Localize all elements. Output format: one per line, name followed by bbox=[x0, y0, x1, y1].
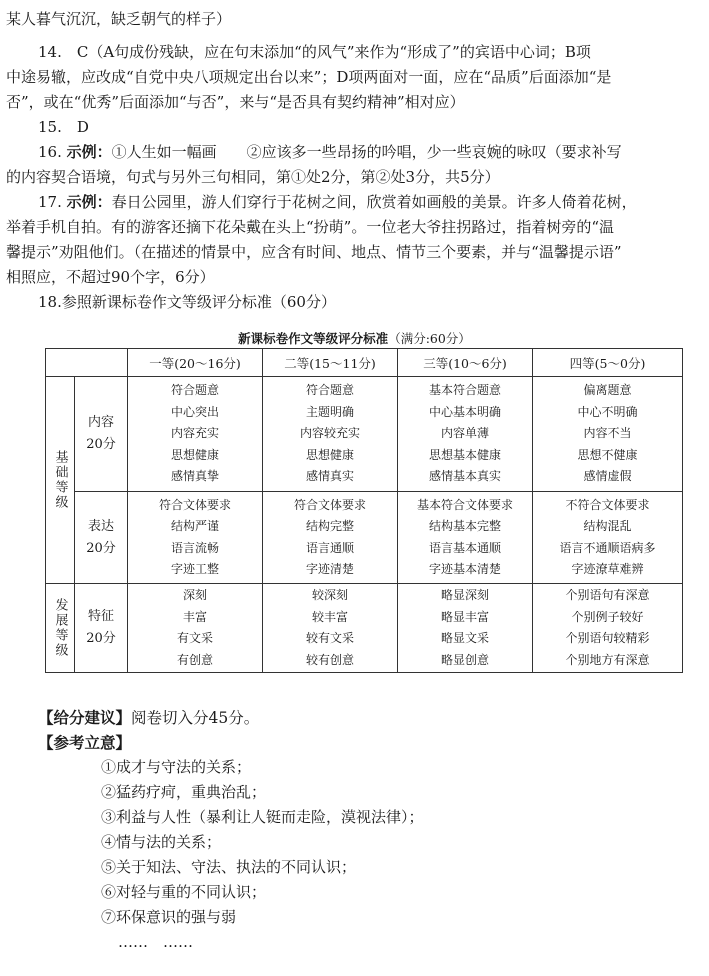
criterion: 符合题意 bbox=[170, 383, 219, 398]
cell-expression-grade-2 bbox=[263, 492, 398, 584]
answer-17-number: 17. bbox=[38, 193, 62, 211]
answer-18: 18.参照新课标卷作文等级评分标准（60分） bbox=[38, 293, 336, 311]
category-feature-score: 20分 bbox=[86, 631, 116, 646]
criterion: 略显丰富 bbox=[440, 609, 489, 624]
criterion: 字迹清楚 bbox=[305, 562, 354, 576]
answer-16-text: ①人生如一幅画 ②应该多一些昂扬的吟唱，少一些哀婉的咏叹（要求补写 bbox=[111, 143, 622, 161]
criterion: 字迹潦草难辨 bbox=[571, 562, 644, 576]
criterion: 思想健康 bbox=[305, 447, 354, 462]
category-expression-score: 20分 bbox=[86, 540, 116, 556]
list-item: ⑥对轻与重的不同认识； bbox=[101, 883, 267, 901]
category-content-name: 内容 bbox=[87, 415, 114, 430]
group-basic-label: 基础等级 bbox=[52, 450, 68, 510]
criterion: 感情基本真实 bbox=[428, 469, 501, 484]
criterion: 不符合文体要求 bbox=[565, 497, 650, 512]
answer-16-line-2: 的内容契合语境，句式与另外三句相同，第①处2分，第②处3分，共5分） bbox=[6, 168, 500, 186]
table-row-expression bbox=[46, 492, 683, 584]
criterion: 语言基本通顺 bbox=[428, 540, 501, 555]
criterion: 符合题意 bbox=[305, 383, 354, 398]
list-item-ellipsis: …… …… bbox=[118, 933, 194, 951]
criterion: 语言不通顺语病多 bbox=[559, 540, 656, 555]
criterion: 符合文体要求 bbox=[293, 497, 366, 512]
answer-17-line-3: 馨提示”劝阻他们。（在描述的情景中，应含有时间、地点、情节三个要素，并与“温馨提示语” bbox=[6, 243, 622, 261]
criterion: 有文采 bbox=[176, 631, 213, 645]
group-development bbox=[46, 584, 75, 673]
criterion: 较有创意 bbox=[305, 652, 354, 667]
criterion: 思想健康 bbox=[170, 447, 219, 462]
category-content-score: 20分 bbox=[86, 437, 116, 452]
cell-feature-grade-4 bbox=[533, 584, 683, 673]
criterion: 偏离题意 bbox=[583, 383, 632, 398]
criterion: 主题明确 bbox=[305, 404, 354, 419]
criterion: 深刻 bbox=[182, 588, 207, 602]
category-feature-name: 特征 bbox=[87, 609, 114, 624]
criterion: 感情真实 bbox=[305, 469, 354, 484]
answer-16-line-1 bbox=[38, 141, 622, 163]
criterion: 内容单薄 bbox=[440, 426, 489, 441]
list-item: ①成才与守法的关系； bbox=[101, 758, 252, 776]
answer-14-line-3: 否”，或在“优秀”后面添加“与否”，来与“是否具有契约精神”相对应） bbox=[6, 93, 465, 111]
criterion: 内容较充实 bbox=[299, 426, 360, 441]
cell-content-grade-4 bbox=[533, 377, 683, 492]
answer-14-line-1: 14. C（A句成份残缺，应在句末添加“的风气”来作为“形成了”的宾语中心词；B项 bbox=[38, 43, 591, 61]
criterion: 较丰富 bbox=[311, 609, 348, 624]
category-expression-name: 表达 bbox=[87, 518, 114, 534]
cell-feature-grade-3 bbox=[398, 584, 533, 673]
table-title-main: 新课标卷作文等级评分标准 bbox=[238, 331, 389, 346]
criterion: 略显深刻 bbox=[440, 588, 489, 602]
cell-content-grade-1 bbox=[128, 377, 263, 492]
list-item: ⑦环保意识的强与弱 bbox=[101, 908, 237, 926]
cell-content-grade-2 bbox=[263, 377, 398, 492]
criterion: 内容充实 bbox=[170, 426, 219, 441]
cell-content-grade-3 bbox=[398, 377, 533, 492]
criterion: 结构基本完整 bbox=[428, 519, 501, 533]
answer-17-line-1 bbox=[38, 191, 637, 213]
header-corner bbox=[46, 349, 128, 377]
answer-15: 15. D bbox=[38, 118, 89, 136]
answer-17-line-4: 相照应，不超过90个字，6分） bbox=[6, 268, 215, 286]
criterion: 结构完整 bbox=[305, 519, 354, 533]
reference-heading: 【参考立意】 bbox=[38, 733, 132, 752]
header-grade-3: 三等(10～6分) bbox=[398, 349, 533, 377]
grading-table bbox=[45, 348, 683, 673]
cell-expression-grade-3 bbox=[398, 492, 533, 584]
list-item: ④情与法的关系； bbox=[101, 833, 222, 851]
answer-16-number: 16. bbox=[38, 143, 62, 161]
criterion: 个别语句有深意 bbox=[565, 588, 650, 602]
criterion: 中心基本明确 bbox=[428, 404, 501, 419]
scoring-advice-text: 阅卷切入分45分。 bbox=[131, 709, 260, 727]
list-item: ③利益与人性（暴利让人铤而走险，漠视法律）； bbox=[101, 808, 424, 826]
answer-17-text: 春日公园里，游人们穿行于花树之间，欣赏着如画般的美景。许多人倚着花树， bbox=[111, 193, 637, 211]
header-grade-1: 一等(20～16分) bbox=[128, 349, 263, 377]
criterion: 内容不当 bbox=[583, 426, 632, 441]
criterion: 语言流畅 bbox=[170, 540, 219, 555]
cell-feature-grade-1 bbox=[128, 584, 263, 673]
criterion: 字迹工整 bbox=[170, 562, 219, 576]
header-grade-4: 四等(5～0分) bbox=[533, 349, 683, 377]
group-development-label: 发展等级 bbox=[52, 598, 68, 658]
text-line-1: 某人暮气沉沉，缺乏朝气的样子） bbox=[6, 10, 232, 28]
criterion: 略显创意 bbox=[440, 652, 489, 667]
criterion: 中心不明确 bbox=[577, 404, 638, 419]
table-header-row bbox=[46, 349, 683, 377]
criterion: 有创意 bbox=[176, 652, 213, 667]
answer-17-line-2: 举着手机自拍。有的游客还摘下花朵戴在头上“扮萌”。一位老大爷拄拐路过，指着树旁的“温 bbox=[6, 218, 615, 236]
list-item: ⑤关于知法、守法、执法的不同认识； bbox=[101, 858, 357, 876]
cell-expression-grade-4 bbox=[533, 492, 683, 584]
cell-expression-grade-1 bbox=[128, 492, 263, 584]
list-item: ②猛药疗疴，重典治乱； bbox=[101, 783, 267, 801]
criterion: 略显文采 bbox=[440, 631, 489, 645]
table-row-feature bbox=[46, 584, 683, 673]
table-row-content bbox=[46, 377, 683, 492]
answer-14-line-2: 中途易辙，应改成“自党中央八项规定出台以来”；D项两面对一面，应在“品质”后面添加“是 bbox=[6, 68, 612, 86]
answer-17-label: 示例： bbox=[66, 193, 112, 211]
criterion: 符合文体要求 bbox=[158, 497, 231, 512]
criterion: 个别地方有深意 bbox=[565, 652, 650, 667]
criterion: 较有文采 bbox=[305, 631, 354, 645]
header-grade-2: 二等(15～11分) bbox=[263, 349, 398, 377]
criterion: 较深刻 bbox=[311, 588, 348, 602]
criterion: 感情虚假 bbox=[583, 469, 632, 484]
category-feature bbox=[75, 584, 128, 673]
criterion: 结构混乱 bbox=[583, 519, 632, 533]
criterion: 结构严谨 bbox=[170, 519, 219, 533]
criterion: 基本符合题意 bbox=[428, 383, 501, 398]
criterion: 感情真挚 bbox=[170, 469, 219, 484]
criterion: 个别例子较好 bbox=[571, 609, 644, 624]
criterion: 字迹基本清楚 bbox=[428, 562, 501, 576]
criterion: 基本符合文体要求 bbox=[416, 497, 513, 512]
table-title bbox=[0, 329, 709, 347]
criterion: 丰富 bbox=[182, 609, 207, 624]
criterion: 中心突出 bbox=[170, 404, 219, 419]
scoring-advice-label: 【给分建议】 bbox=[38, 708, 132, 727]
group-basic bbox=[46, 377, 75, 584]
scoring-advice bbox=[38, 706, 259, 728]
answer-16-label: 示例： bbox=[66, 143, 112, 161]
category-expression bbox=[75, 492, 128, 584]
criterion: 思想基本健康 bbox=[428, 447, 501, 462]
table-title-note: （满分:60分） bbox=[388, 331, 471, 346]
criterion: 思想不健康 bbox=[577, 447, 638, 462]
criterion: 语言通顺 bbox=[305, 540, 354, 555]
criterion: 个别语句较精彩 bbox=[565, 631, 650, 645]
category-content bbox=[75, 377, 128, 492]
cell-feature-grade-2 bbox=[263, 584, 398, 673]
